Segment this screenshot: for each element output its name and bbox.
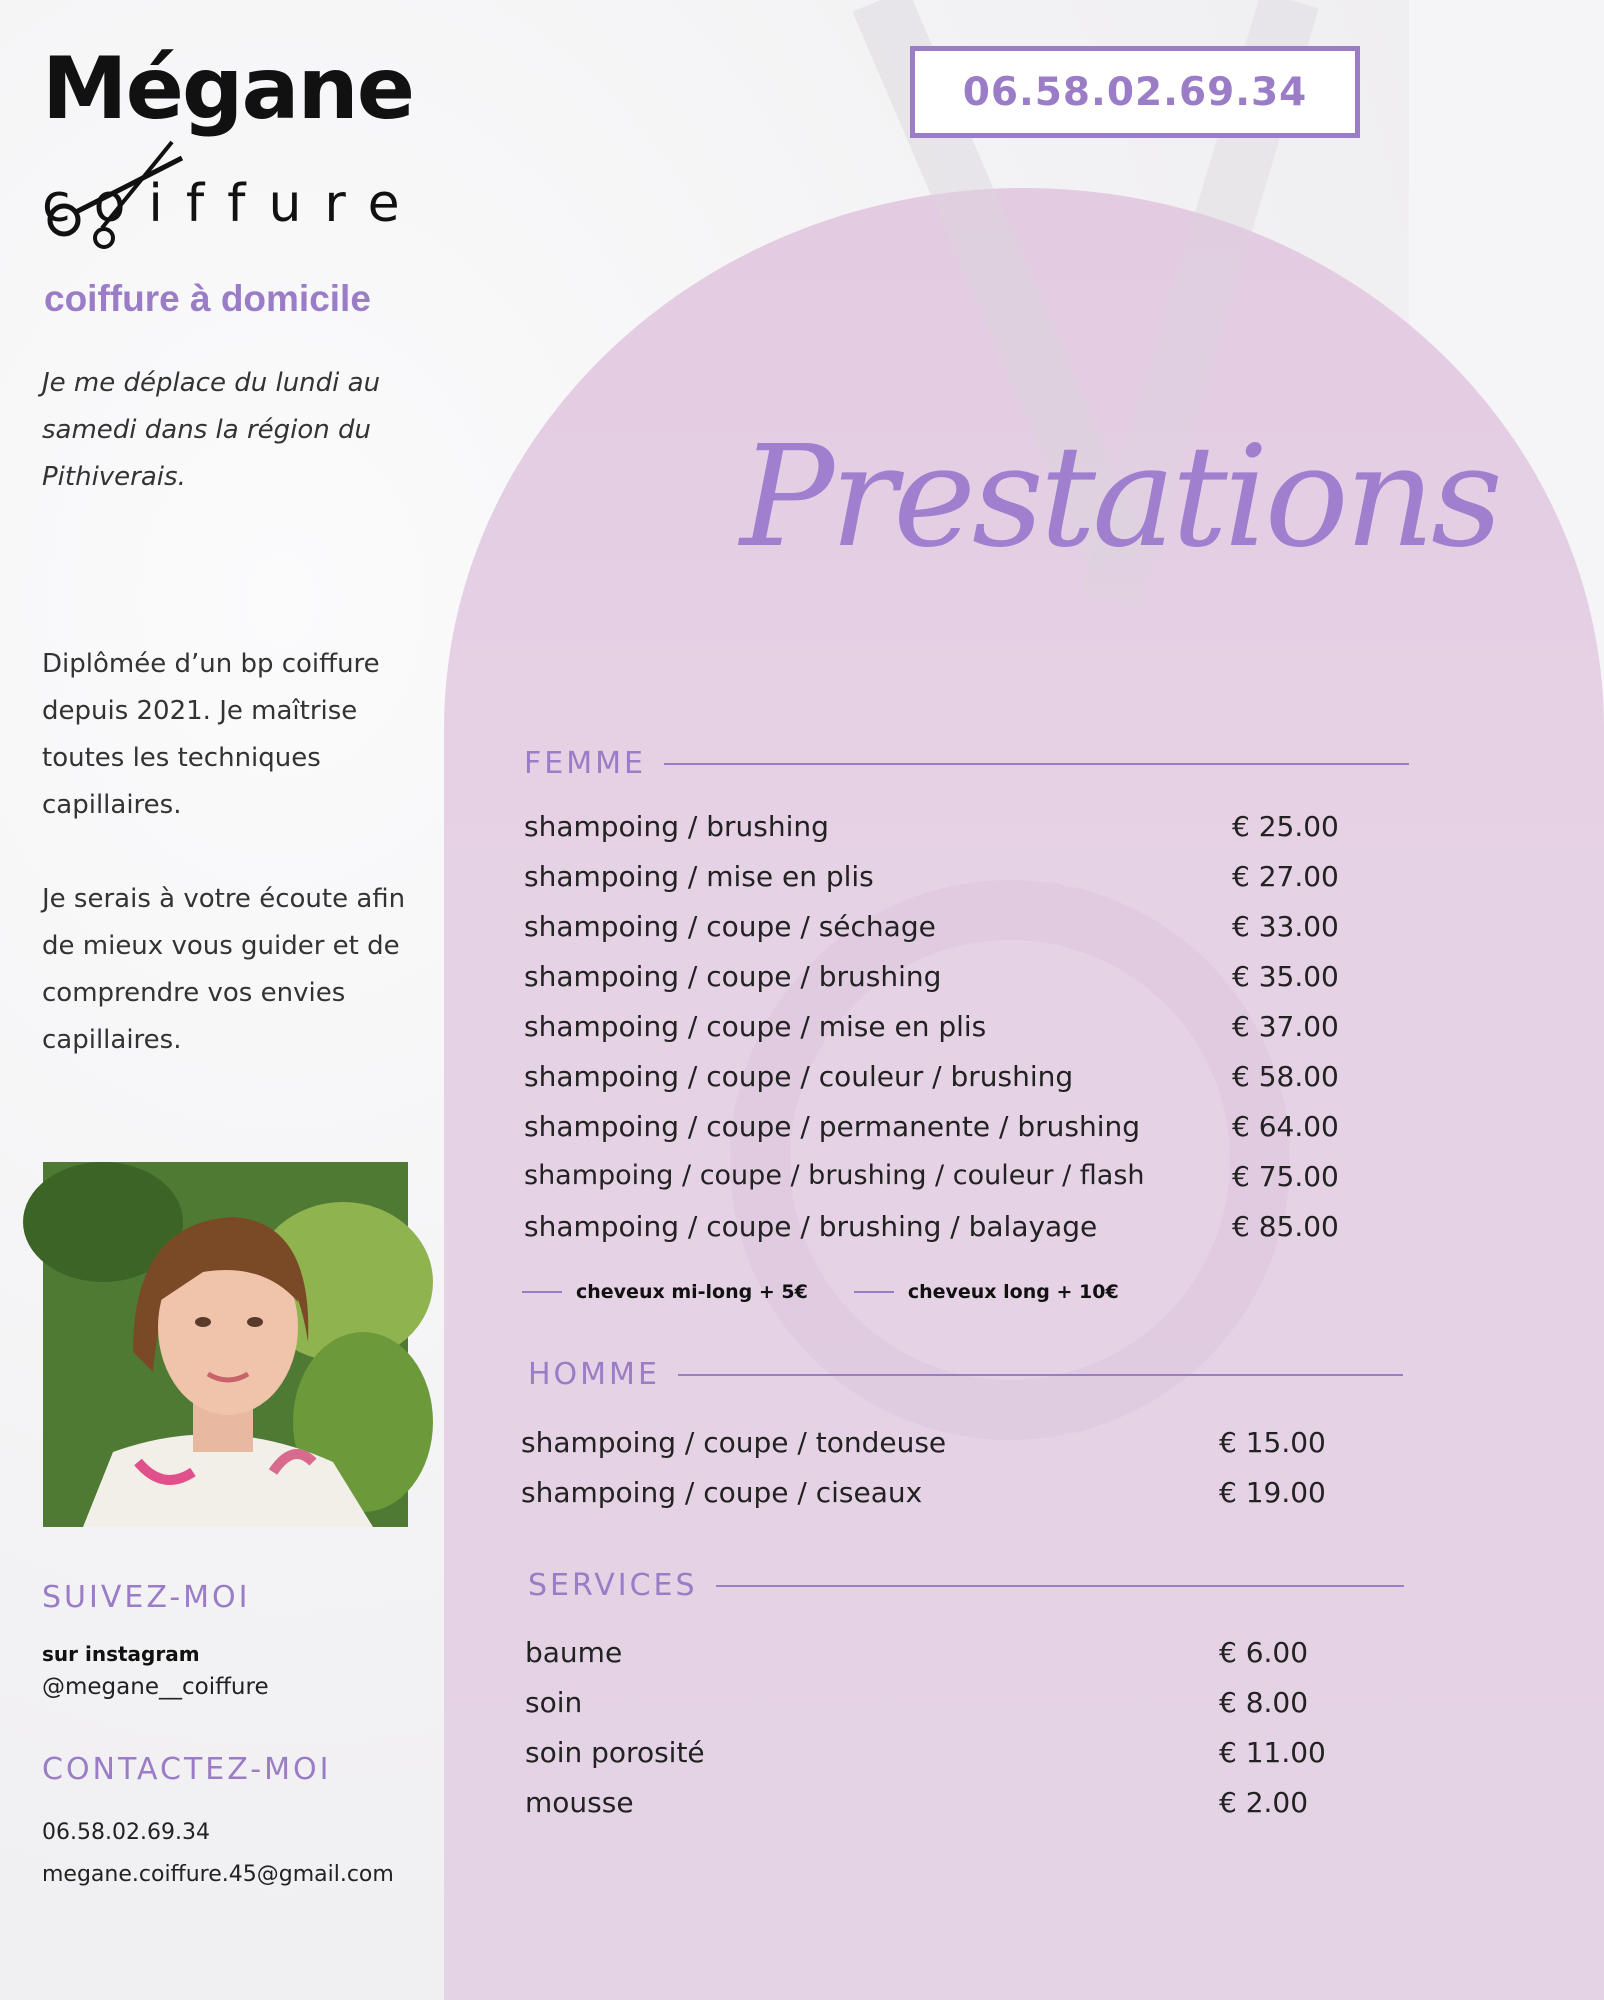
price-row-label: shampoing / coupe / permanente / brushing	[524, 1110, 1140, 1143]
price-row-label: baume	[525, 1636, 623, 1669]
price-value: € 33.00	[1232, 910, 1339, 943]
price-row-label: shampoing / coupe / mise en plis	[524, 1010, 987, 1043]
price-value: € 8.00	[1219, 1686, 1309, 1719]
price-row-label: shampoing / coupe / couleur / brushing	[524, 1060, 1074, 1093]
supplement-divider	[522, 1291, 562, 1293]
intro-text: Je me déplace du lundi au samedi dans la région du Pithiverais.	[42, 368, 381, 492]
bio-paragraph: Diplômée d’un bp coiffure depuis 2021. Je maîtrise toutes les techniques capillaires.	[42, 649, 380, 820]
price-row-label: soin	[525, 1686, 583, 1719]
supplement-note: cheveux long + 10€	[907, 1281, 1119, 1303]
price-row-label: soin porosité	[525, 1736, 705, 1769]
price-value: € 58.00	[1232, 1060, 1339, 1093]
price-row-label: shampoing / coupe / brushing / balayage	[524, 1210, 1098, 1243]
section-homme-heading	[528, 1357, 1403, 1392]
section-title: HOMME	[528, 1357, 660, 1392]
instagram-handle[interactable]: @megane__coiffure	[42, 1674, 269, 1700]
section-divider	[678, 1374, 1403, 1376]
price-row-label: shampoing / coupe / séchage	[524, 910, 936, 943]
section-divider	[664, 763, 1409, 765]
supplement-divider	[854, 1291, 894, 1293]
price-row-label: mousse	[525, 1786, 634, 1819]
section-divider	[716, 1585, 1404, 1587]
section-title: SERVICES	[528, 1568, 698, 1603]
price-row-label: shampoing / coupe / tondeuse	[521, 1426, 947, 1459]
supplement-note: cheveux mi-long + 5€	[576, 1281, 808, 1303]
price-row-label: shampoing / coupe / brushing	[524, 960, 942, 993]
contact-heading: CONTACTEZ-MOI	[42, 1752, 332, 1787]
price-row-label: shampoing / brushing	[524, 810, 829, 843]
price-value: € 37.00	[1232, 1010, 1339, 1043]
brand-logo	[42, 39, 423, 246]
price-value: € 75.00	[1232, 1160, 1339, 1193]
price-value: € 27.00	[1232, 860, 1339, 893]
contact-phone[interactable]: 06.58.02.69.34	[42, 1820, 210, 1845]
page-title: Prestations	[740, 416, 1499, 579]
section-femme-heading	[524, 746, 1409, 781]
price-value: € 85.00	[1232, 1210, 1339, 1243]
price-row-label: shampoing / coupe / ciseaux	[521, 1476, 923, 1509]
price-value: € 19.00	[1219, 1476, 1326, 1509]
section-services-heading	[528, 1568, 1404, 1603]
supplement-notes	[522, 1281, 1119, 1303]
follow-heading: SUIVEZ-MOI	[42, 1580, 251, 1615]
instagram-label: sur instagram	[42, 1642, 200, 1666]
price-value: € 25.00	[1232, 810, 1339, 843]
phone-number-box[interactable]: 06.58.02.69.34	[910, 46, 1360, 138]
price-value: € 35.00	[1232, 960, 1339, 993]
section-title: FEMME	[524, 746, 646, 781]
price-value: € 2.00	[1219, 1786, 1309, 1819]
price-value: € 15.00	[1219, 1426, 1326, 1459]
price-value: € 6.00	[1219, 1636, 1309, 1669]
logo-name: Mégane	[42, 39, 414, 139]
bio-text	[42, 641, 442, 1111]
price-row-label: shampoing / coupe / brushing / couleur / flash	[524, 1160, 1145, 1191]
price-row-label: shampoing / mise en plis	[524, 860, 874, 893]
price-value: € 11.00	[1219, 1736, 1326, 1769]
contact-email[interactable]: megane.coiffure.45@gmail.com	[42, 1862, 394, 1887]
bio-paragraph: Je serais à votre écoute afin de mieux vous guider et de comprendre vos envies capillaires.	[42, 884, 406, 1055]
tagline: coiffure à domicile	[44, 278, 371, 319]
logo-subtitle: coiffure	[42, 174, 423, 234]
price-value: € 64.00	[1232, 1110, 1339, 1143]
portrait-photo	[43, 1162, 408, 1527]
